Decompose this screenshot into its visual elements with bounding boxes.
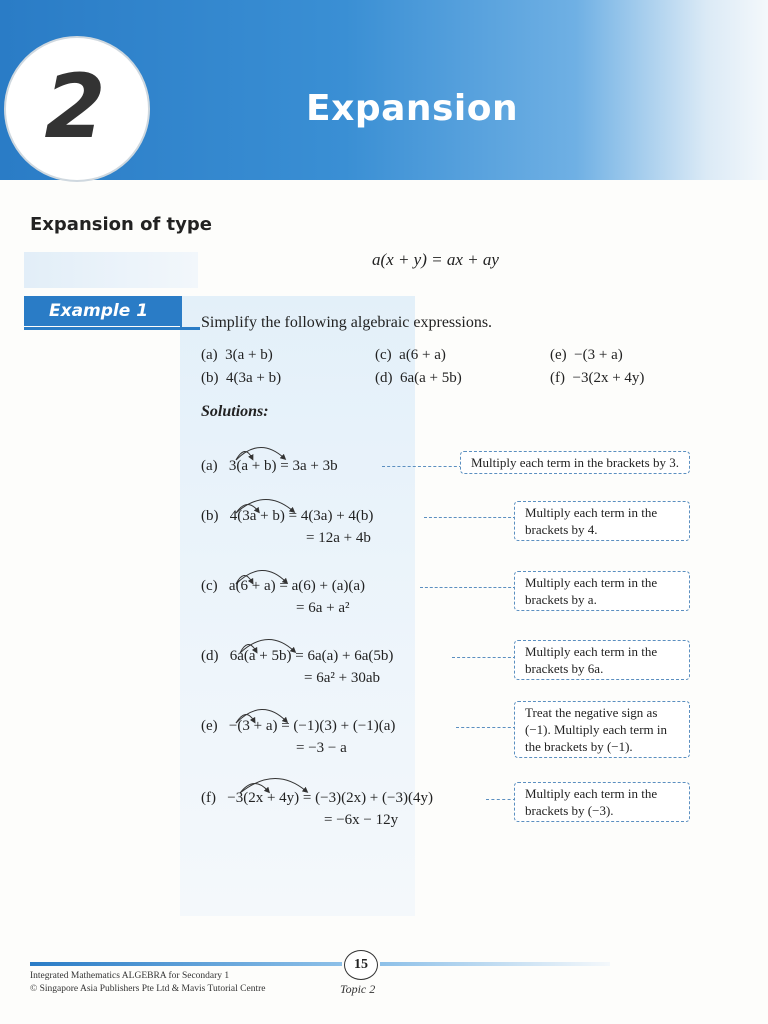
note-leader (420, 587, 516, 588)
note-leader (382, 466, 462, 467)
solution-label: (e) (201, 718, 218, 734)
note-d: Multiply each term in the brackets by 6a. (514, 640, 690, 680)
solution-label: (c) (201, 578, 218, 594)
question-label: (a) (201, 347, 218, 363)
question-expr: 3(a + b) (225, 347, 273, 363)
note-b: Multiply each term in the brackets by 4. (514, 501, 690, 541)
footer-rule-right (380, 962, 610, 966)
copyright: © Singapore Asia Publishers Pte Ltd & Mavis Tutorial Centre (30, 984, 266, 994)
topic-label: Topic 2 (340, 982, 376, 996)
question-label: (b) (201, 370, 219, 386)
example-label: Example 1 (24, 296, 180, 326)
book-title: Integrated Mathematics ALGEBRA for Secondary 1 (30, 971, 230, 981)
solutions-heading: Solutions: (201, 403, 269, 420)
note-a: Multiply each term in the brackets by 3. (460, 451, 690, 474)
question-expr: −3(2x + 4y) (572, 370, 645, 386)
note-c: Multiply each term in the brackets by a. (514, 571, 690, 611)
note-e: Treat the negative sign as (−1). Multiply each term in the brackets by (−1). (514, 701, 690, 758)
solution-line: −3(2x + 4y) = (−3)(2x) + (−3)(4y) (227, 790, 433, 806)
question-expr: 6a(a + 5b) (400, 370, 462, 386)
question-expr: 4(3a + b) (226, 370, 282, 386)
note-leader (424, 517, 516, 518)
question-label: (c) (375, 347, 392, 363)
solution-line: a(6 + a) = a(6) + (a)(a) (228, 578, 366, 594)
example-prompt: Simplify the following algebraic expressions. (201, 314, 493, 331)
solution-c-result: = 6a + a² (296, 600, 350, 616)
note-leader (486, 799, 516, 800)
chapter-number: 2 (44, 55, 106, 158)
solution-label: (b) (201, 508, 219, 524)
solution-line: 4(3a + b) = 4(3a) + 4(b) (229, 508, 374, 524)
solution-f-result: = −6x − 12y (324, 812, 399, 828)
solution-line: 3(a + b) = 3a + 3b (228, 458, 338, 474)
solution-f (201, 790, 433, 807)
solution-label: (d) (201, 648, 219, 664)
question-label: (d) (375, 370, 393, 386)
chapter-title: Expansion (306, 88, 519, 129)
solution-c (201, 578, 365, 595)
footer-rule (30, 962, 342, 966)
solution-a (201, 458, 338, 475)
question-expr: a(6 + a) (399, 347, 446, 363)
solution-line: −(3 + a) = (−1)(3) + (−1)(a) (228, 718, 396, 734)
solution-b (201, 508, 373, 525)
note-leader (452, 657, 516, 658)
solution-d (201, 648, 393, 665)
formula: a(x + y) = ax + ay (372, 250, 499, 269)
solution-d-result: = 6a² + 30ab (304, 670, 380, 686)
footer-credits (30, 970, 265, 996)
solution-b-result: = 12a + 4b (306, 530, 371, 546)
question-label: (e) (550, 347, 567, 363)
solution-e (201, 718, 395, 735)
solution-label: (a) (201, 458, 218, 474)
solution-line: 6a(a + 5b) = 6a(a) + 6a(5b) (229, 648, 394, 664)
solution-e-result: = −3 − a (296, 740, 347, 756)
solution-label: (f) (201, 790, 216, 806)
note-f: Multiply each term in the brackets by (−3). (514, 782, 690, 822)
question-expr: −(3 + a) (574, 347, 623, 363)
question-label: (f) (550, 370, 565, 386)
page-number: 15 (344, 950, 378, 980)
note-leader (456, 727, 516, 728)
section-heading: Expansion of type (30, 214, 212, 235)
